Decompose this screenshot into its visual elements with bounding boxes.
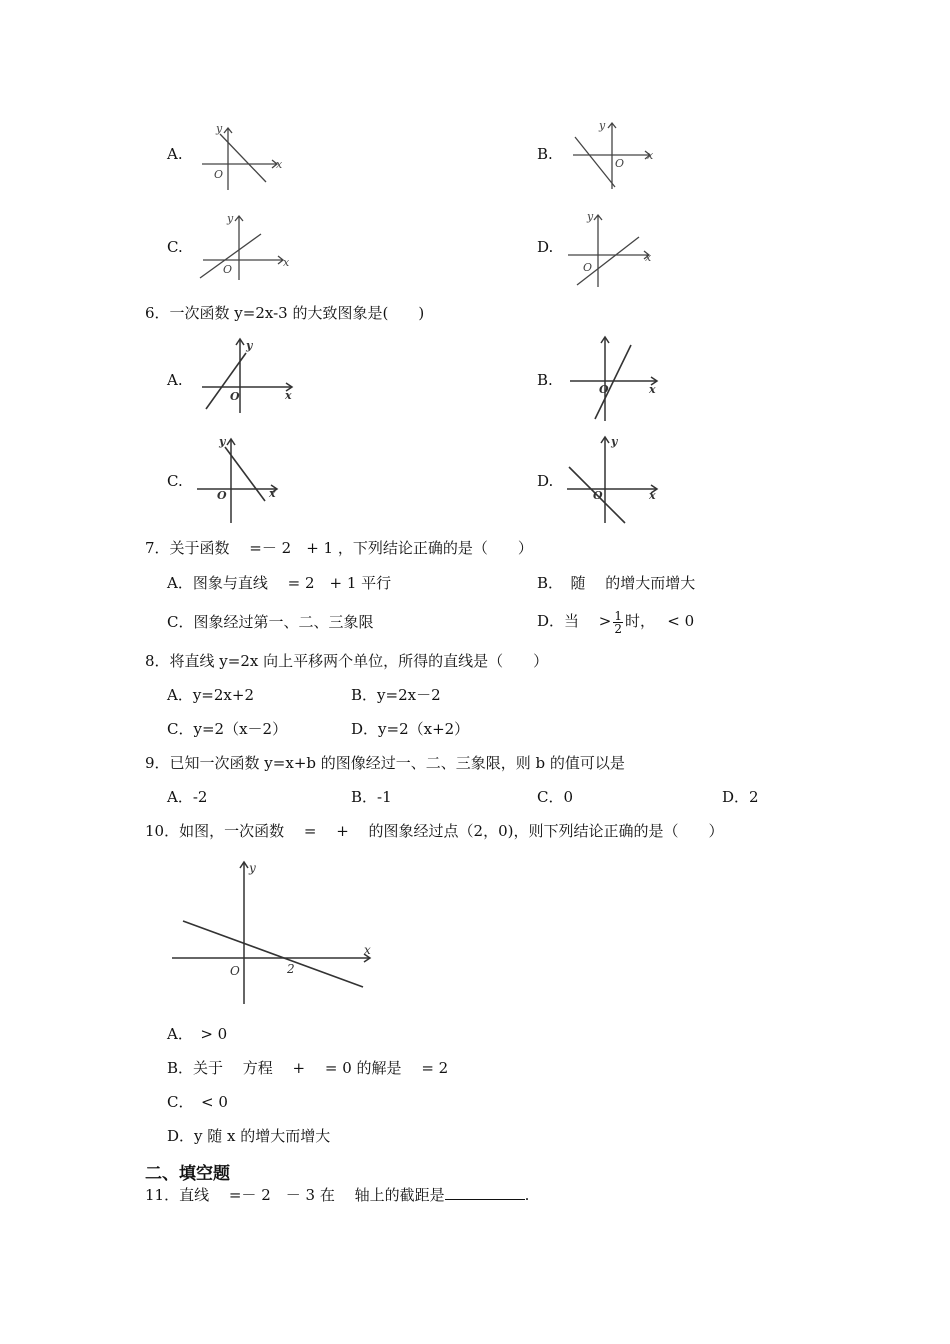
q8-option-b: B．y=2x－2 bbox=[351, 686, 441, 704]
q5a-y-label: y bbox=[216, 122, 223, 135]
q8-stem: 8．将直线 y=2x 向上平移两个单位，所得的直线是（ ） bbox=[145, 652, 549, 670]
q5-option-b-graph bbox=[565, 115, 660, 197]
q5b-y-label: y bbox=[599, 119, 606, 132]
q7-option-a: A．图象与直线 = 2 + 1 平行 bbox=[167, 574, 392, 592]
q6d-origin-label: O bbox=[593, 489, 603, 502]
q6b-origin-label: O bbox=[599, 383, 609, 396]
q10-x-label: x bbox=[364, 943, 371, 957]
q11-text: 11．直线 =－ 2 － 3 在 轴上的截距是 bbox=[145, 1186, 445, 1204]
q8-option-a: A．y=2x+2 bbox=[167, 686, 254, 704]
section-fill-in-title: 二、填空题 bbox=[145, 1164, 230, 1184]
q6a-x-label: x bbox=[285, 389, 292, 402]
q11-answer-blank[interactable] bbox=[445, 1185, 525, 1200]
q5d-y-label: y bbox=[587, 210, 594, 223]
q8-option-d: D．y=2（x+2） bbox=[351, 720, 470, 738]
q5-option-d-label: D. bbox=[537, 238, 554, 256]
q6-option-d-graph bbox=[565, 433, 665, 529]
q7-option-d-post: 时， < 0 bbox=[625, 612, 695, 630]
q7-option-d-pre: D．当 > bbox=[537, 612, 612, 630]
q9-option-d: D．2 bbox=[722, 788, 759, 806]
q7-stem: 7．关于函数 =－ 2 + 1 ，下列结论正确的是（ ） bbox=[145, 539, 533, 557]
q10-option-b: B．关于 方程 + = 0 的解是 = 2 bbox=[167, 1059, 449, 1077]
q5d-x-label: x bbox=[645, 251, 652, 264]
q8-option-c: C．y=2（x－2） bbox=[167, 720, 288, 738]
q5b-x-label: x bbox=[647, 149, 654, 162]
q9-option-c: C．0 bbox=[537, 788, 574, 806]
q7-fraction bbox=[613, 610, 623, 635]
q6-option-d-label: D. bbox=[537, 472, 554, 490]
q9-option-b: B．-1 bbox=[351, 788, 392, 806]
q6c-origin-label: O bbox=[217, 489, 227, 502]
q6-option-b-label: B. bbox=[537, 371, 553, 389]
q6c-x-label: x bbox=[269, 487, 276, 500]
q7-fraction-den: 2 bbox=[614, 621, 623, 636]
q7-fraction-num: 1 bbox=[614, 608, 623, 623]
q7-option-b: B． 随 的增大而增大 bbox=[537, 574, 696, 592]
q6-option-c-label: C. bbox=[167, 472, 183, 490]
q5c-y-label: y bbox=[227, 212, 234, 225]
q7-option-d bbox=[537, 605, 694, 637]
q6-stem: 6．一次函数 y=2x-3 的大致图象是( ) bbox=[145, 304, 425, 322]
q5c-x-label: x bbox=[283, 256, 290, 269]
q5-option-c-graph bbox=[195, 208, 295, 287]
q6-option-a-graph bbox=[200, 335, 300, 419]
q9-stem: 9．已知一次函数 y=x+b 的图像经过一、二、三象限，则 b 的值可以是 bbox=[145, 754, 625, 772]
q5-option-c-label: C. bbox=[167, 238, 183, 256]
q10-graph bbox=[170, 858, 385, 1012]
q11-end: . bbox=[524, 1186, 530, 1204]
q10-option-d: D．y 随 x 的增大而增大 bbox=[167, 1127, 331, 1145]
q6-option-a-label: A. bbox=[167, 371, 183, 389]
q5-option-a-graph bbox=[192, 120, 287, 196]
q10-stem: 10．如图，一次函数 = + 的图象经过点（2，0)，则下列结论正确的是（ ） bbox=[145, 822, 724, 840]
q6c-y-label: y bbox=[219, 435, 226, 448]
q10-option-a: A． > 0 bbox=[167, 1025, 228, 1043]
q6b-x-label: x bbox=[649, 383, 656, 396]
q7-option-c: C．图象经过第一、二、三象限 bbox=[167, 613, 374, 631]
q10-y-label: y bbox=[249, 861, 256, 875]
q6a-origin-label: O bbox=[230, 390, 240, 403]
q5a-x-label: x bbox=[276, 158, 283, 171]
q5d-origin-label: O bbox=[583, 261, 593, 274]
q10-tick-2: 2 bbox=[287, 962, 295, 976]
q11-stem bbox=[145, 1185, 529, 1205]
q6-option-c-graph bbox=[195, 433, 285, 529]
q5c-origin-label: O bbox=[223, 263, 233, 276]
q6a-y-label: y bbox=[246, 339, 253, 352]
q5-option-b-label: B. bbox=[537, 145, 553, 163]
q10-option-c: C． < 0 bbox=[167, 1093, 228, 1111]
q6-option-b-graph bbox=[565, 333, 665, 427]
q5b-origin-label: O bbox=[615, 157, 625, 170]
q5-option-a-label: A. bbox=[167, 145, 183, 163]
q5a-origin-label: O bbox=[214, 168, 224, 181]
q5-option-d-graph bbox=[565, 205, 660, 294]
q9-option-a: A．-2 bbox=[167, 788, 208, 806]
q6d-x-label: x bbox=[649, 489, 656, 502]
q10-origin-label: O bbox=[230, 964, 240, 978]
q6d-y-label: y bbox=[611, 435, 618, 448]
